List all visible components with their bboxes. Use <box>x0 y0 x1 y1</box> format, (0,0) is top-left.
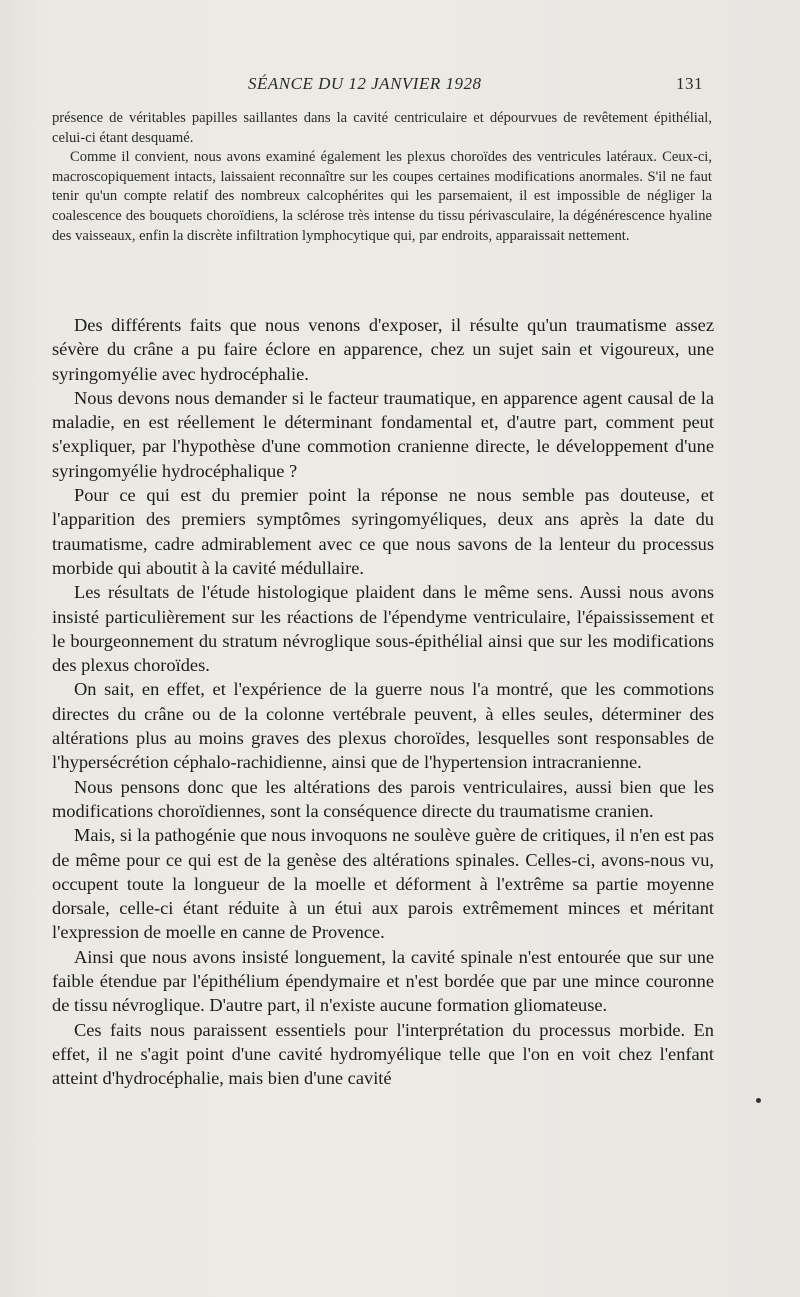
paragraph: Ainsi que nous avons insisté longuement, la cavité spinale n'est entourée que sur une faible étendue par l'épithélium épendymaire et n'est bordée que par une mince couronne de tissu névroglique. D'autre part, il n'existe aucune formation gliomateuse. <box>52 946 714 1016</box>
paragraph: Mais, si la pathogénie que nous invoquons ne soulève guère de critiques, il n'en est pas de même pour ce qui est de la genèse des altérations spinales. Celles-ci, avons-nous vu, occupent toute la longueur de la moelle et déforment à l'extrême sa partie moyenne dorsale, celle-ci étant réduite à un étui aux parois extrêmement minces et méritant l'expression de moelle en canne de Provence. <box>52 825 714 943</box>
small-paragraph: présence de véritables papilles saillantes dans la cavité centriculaire et dépourvues de revêtement épithélial, celui-ci étant desquamé. <box>52 110 712 146</box>
paragraph: Les résultats de l'étude histologique plaident dans le même sens. Aussi nous avons insisté particulièrement sur les réactions de l'épendyme ventriculaire, l'épaississement et le bourgeonnement du stratum névroglique sous-épithélial ainsi que sur les modifications des plexus choroïdes. <box>52 582 714 676</box>
small-print-section <box>52 109 712 246</box>
body-text <box>52 313 714 1091</box>
paragraph: Pour ce qui est du premier point la réponse ne nous semble pas douteuse, et l'apparition des premiers symptômes syringomyéliques, deux ans après la date du traumatisme, cadre admirablement avec ce que nous savons de la lenteur du processus morbide qui aboutit à la cavité médullaire. <box>52 485 714 578</box>
running-title: SÉANCE DU 12 JANVIER 1928 <box>248 74 482 93</box>
paragraph: Des différents faits que nous venons d'exposer, il résulte qu'un traumatisme assez sévère du crâne a pu faire éclore en apparence, chez un sujet sain et vigoureux, une syringomyélie avec hydrocéphalie. <box>52 315 714 384</box>
page-number: 131 <box>676 74 703 93</box>
small-paragraph: Comme il convient, nous avons examiné également les plexus choroïdes des ventricules latéraux. Ceux-ci, macroscopiquement intacts, laissaient reconnaître sur les coupes certaines modifications anormales. S'il ne faut tenir qu'un compte relatif des nombreux calcophérites qui les parsemaient, il est impossible de négliger la coalescence des bouquets choroïdiens, la sclérose très intense du tissu périvasculaire, la dégénérescence hyaline des vaisseaux, enfin la discrète infiltration lymphocytique qui, par endroits, apparaissait nettement. <box>52 149 712 244</box>
page-header <box>0 74 800 98</box>
paragraph: Nous devons nous demander si le facteur traumatique, en apparence agent causal de la maladie, en est réellement le déterminant fondamental et, d'autre part, comment peut s'expliquer, par l'hypothèse d'une commotion cranienne directe, le développement d'une syringomyélie hydrocéphalique ? <box>52 387 714 481</box>
paragraph: Ces faits nous paraissent essentiels pour l'interprétation du processus morbide. En effet, il ne s'agit point d'une cavité hydromyélique telle que l'on en voit chez l'enfant atteint d'hydrocéphalie, mais bien d'une cavité <box>52 1019 714 1089</box>
margin-dot <box>756 1098 761 1103</box>
paragraph: Nous pensons donc que les altérations des parois ventriculaires, aussi bien que les modifications choroïdiennes, sont la conséquence directe du traumatisme cranien. <box>52 776 714 821</box>
paragraph: On sait, en effet, et l'expérience de la guerre nous l'a montré, que les commotions directes du crâne ou de la colonne vertébrale peuvent, à elles seules, déterminer des altérations plus au moins graves des plexus choroïdes, lesquelles sont responsables de l'hypersécrétion céphalo-rachidienne, ainsi que de l'hypertension intracranienne. <box>52 679 714 773</box>
